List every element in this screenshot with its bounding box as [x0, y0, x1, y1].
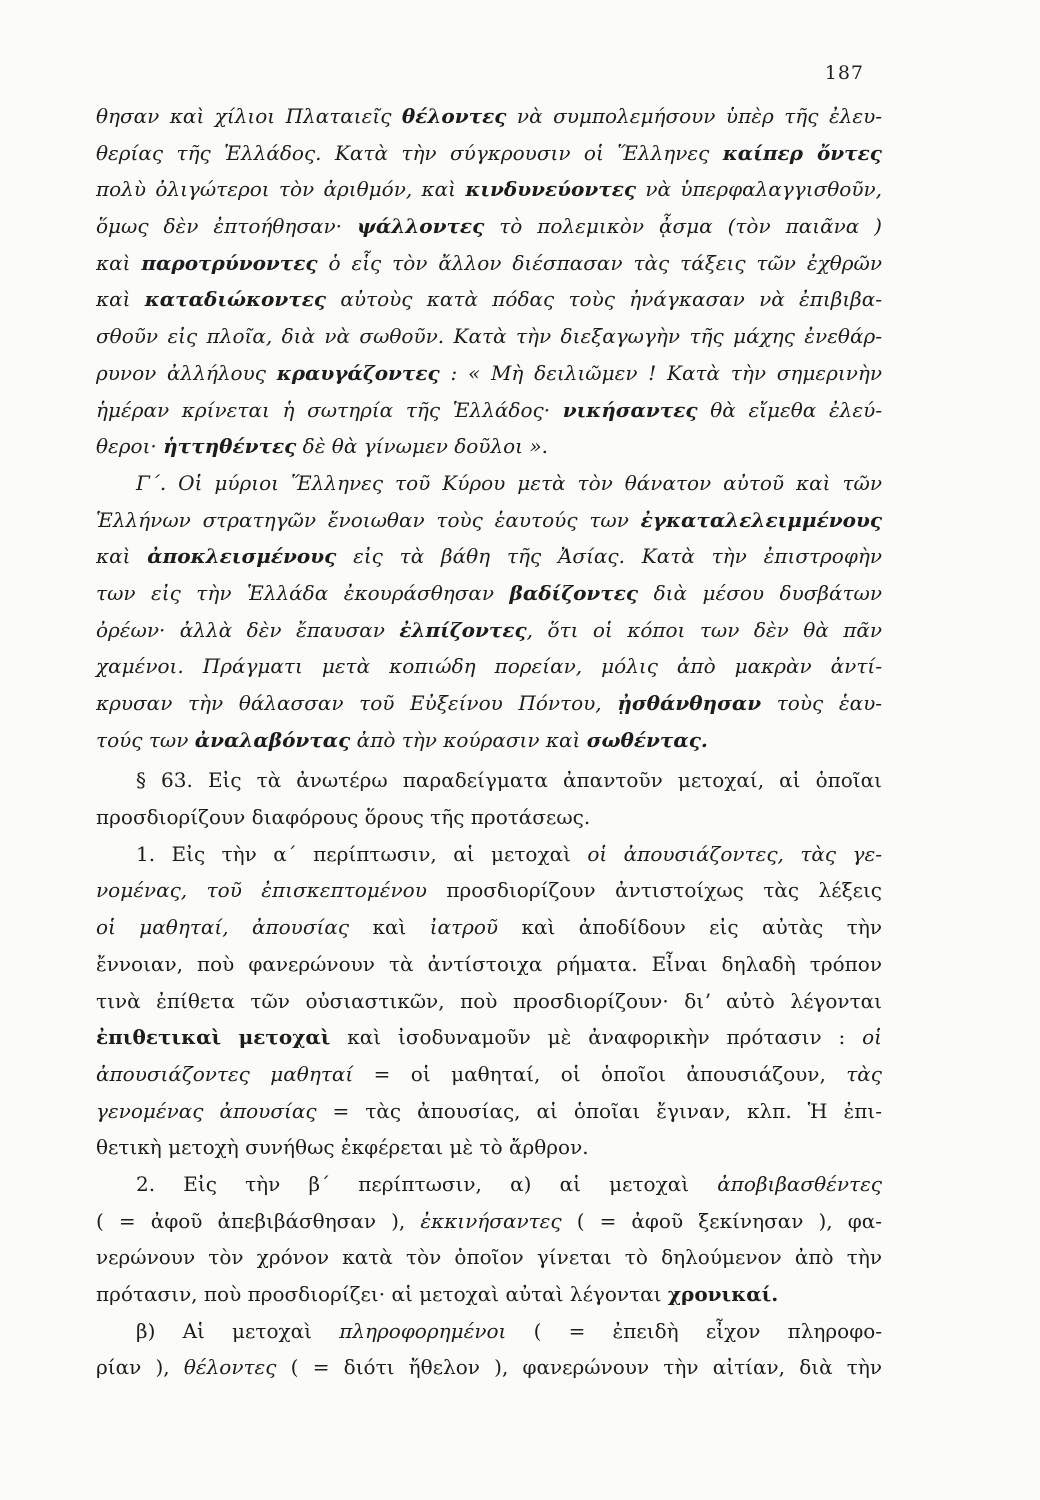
text-segment: ἐκκινήσαντες — [420, 1208, 562, 1233]
text-segment: νὰ συμπολεμήσουν ὑπὲρ τῆς ἐλευ- — [506, 104, 882, 128]
emphasized-term: νικήσαντες — [562, 397, 698, 422]
text-segment: καὶ — [349, 915, 430, 940]
text-line — [96, 98, 882, 135]
text-segment: ( = ἀφοῦ ἀπεβιβάσθησαν ), — [96, 1208, 421, 1233]
text-line — [96, 1276, 882, 1313]
text-line — [96, 392, 882, 429]
text-segment: ὀρέων· ἀλλὰ δὲν ἔπαυσαν — [96, 617, 400, 642]
text-segment: ( = ἐπειδὴ εἶχον πληροφο- — [506, 1318, 882, 1343]
text-line — [96, 1239, 882, 1276]
text-line — [96, 1203, 882, 1240]
text-segment: τοὺς ἑαυ- — [761, 691, 883, 715]
text-segment: των εἰς τὴν Ἑλλάδα ἐκουράσθησαν — [96, 580, 510, 605]
text-segment: οἱ — [862, 1025, 882, 1050]
body-text — [96, 98, 882, 1386]
text-line — [96, 612, 882, 649]
emphasized-term: χρονικαί. — [667, 1282, 779, 1306]
text-segment: Γ΄. Οἱ μύριοι Ἕλληνες τοῦ Κύρου μετὰ τὸν θάνατον αὐτοῦ καὶ τῶν — [136, 470, 882, 495]
text-segment: χαμένοι. Πράγματι μετὰ κοπιώδη πορείαν, μόλις ἀπὸ μακρὰν ἀντί- — [96, 654, 882, 679]
emphasized-term: ψάλλοντες — [356, 214, 485, 239]
text-line — [96, 1019, 882, 1056]
emphasized-term: ἀποκλεισμένους — [147, 544, 337, 569]
emphasized-term: ἐπιθετικαὶ μετοχαὶ — [96, 1025, 331, 1050]
text-segment: 2. Εἰς τὴν β΄ περίπτωσιν, α) αἱ μετοχαὶ — [136, 1171, 718, 1196]
text-segment: γενομένας ἀπουσίας — [96, 1098, 317, 1123]
text-segment: πολὺ ὀλιγώτεροι τὸν ἀριθμόν, καὶ — [96, 177, 466, 202]
text-segment: ἰατροῦ — [429, 915, 499, 940]
text-line — [96, 1129, 882, 1166]
text-segment: καὶ — [96, 250, 142, 275]
text-segment: εἰς τὰ βάθη τῆς Ἀσίας. Κατὰ τὴν ἐπιστροφὴν — [336, 544, 882, 569]
text-segment: τὰς — [846, 1061, 882, 1086]
text-segment: πληροφορημένοι — [339, 1318, 507, 1343]
text-segment: ἔννοιαν, ποὺ φανερώνουν τὰ ἀντίστοιχα ρήματα. Εἶναι δηλαδὴ τρόπον — [96, 951, 882, 976]
text-line — [96, 983, 882, 1020]
text-segment: οἱ ἀπουσιάζοντες, τὰς γε- — [587, 841, 882, 866]
text-segment: πρότασιν, ποὺ προσδιορίζει· αἱ μετοχαὶ αὐταὶ λέγονται — [96, 1282, 668, 1306]
text-segment: θέλοντες — [183, 1355, 277, 1380]
page-number: 187 — [824, 62, 864, 84]
text-segment: νὰ ὑπερφαλαγγισθοῦν, — [636, 177, 882, 202]
text-segment: 1. Εἰς τὴν α΄ περίπτωσιν, αἱ μετοχαὶ — [136, 841, 588, 866]
text-line — [96, 465, 882, 502]
text-segment: ρυνον ἀλλήλους — [96, 360, 277, 385]
text-segment: καὶ ἰσοδυναμοῦν μὲ ἀναφορικὴν πρότασιν : — [330, 1025, 863, 1050]
emphasized-term: ἐγκαταλελειμμένους — [640, 507, 882, 532]
text-segment: ἀποβιβασθέντες — [717, 1171, 882, 1196]
emphasized-term: κινδυνεύοντες — [465, 177, 637, 202]
emphasized-term: ἡττηθέντες — [163, 434, 297, 459]
emphasized-term: κραυγάζοντες — [276, 360, 440, 385]
text-segment: κρυσαν τὴν θάλασσαν τοῦ Εὐξείνου Πόντου, — [96, 691, 618, 715]
text-segment: ἀπὸ τὴν κούρασιν καὶ — [350, 727, 587, 752]
text-segment: καὶ — [96, 544, 148, 569]
text-line — [96, 1056, 882, 1093]
text-line — [96, 722, 882, 759]
text-segment: προσδιορίζουν ἀντιστοίχως τὰς λέξεις — [426, 878, 883, 903]
text-segment: ἡμέραν κρίνεται ἡ σωτηρία τῆς Ἑλλάδος· — [96, 397, 563, 422]
text-segment: : « Μὴ δειλιῶμεν ! Κατὰ τὴν σημερινὴν — [439, 360, 883, 385]
text-segment: ὁ εἷς τὸν ἄλλον διέσπασαν τὰς τάξεις τῶν ἐχθρῶν — [317, 250, 882, 275]
text-segment: β) Αἱ μετοχαὶ — [136, 1318, 340, 1343]
text-segment: δὲ θὰ γίνωμεν δοῦλοι ». — [296, 434, 548, 459]
emphasized-term: ᾐσθάνθησαν — [617, 691, 762, 715]
section-63-heading-line — [96, 762, 882, 799]
text-line — [96, 909, 882, 946]
text-segment: θερίας τῆς Ἑλλάδος. Κατὰ τὴν σύγκρουσιν οἱ Ἕλληνες — [96, 140, 723, 165]
text-line — [96, 208, 882, 245]
text-segment: ( = διότι ἤθελον ), φανερώνουν τὴν αἰτίαν, διὰ τὴν — [276, 1355, 882, 1380]
text-segment: θὰ εἴμεθα ἐλεύ- — [697, 397, 883, 422]
text-segment: θησαν καὶ χίλιοι Πλαταιεῖς — [96, 104, 402, 128]
text-line — [96, 1349, 882, 1386]
text-line — [96, 538, 882, 575]
text-segment: ἀπουσιάζοντες μαθηταί — [96, 1061, 354, 1086]
emphasized-term: παροτρύνοντες — [141, 250, 318, 275]
text-line — [96, 428, 882, 465]
emphasized-term: σωθέντας. — [586, 727, 708, 752]
text-segment: προσδιορίζουν διαφόρους ὅρους τῆς προτάσεως. — [96, 805, 591, 830]
text-line — [96, 836, 882, 873]
text-segment: θεροι· — [96, 434, 164, 459]
text-line — [96, 1313, 882, 1350]
text-segment: νομένας, τοῦ ἐπισκεπτομένου — [96, 878, 427, 903]
text-line — [96, 135, 882, 172]
text-segment: καὶ — [96, 287, 145, 312]
text-line — [96, 872, 882, 909]
text-segment: Ἑλλήνων στρατηγῶν ἔνοιωθαν τοὺς ἑαυτούς των — [96, 507, 641, 532]
text-segment: § 63. — [136, 768, 208, 793]
text-segment: διὰ μέσου δυσβάτων — [638, 580, 882, 605]
text-line — [96, 575, 882, 612]
text-segment: θετικὴ μετοχὴ συνήθως ἐκφέρεται μὲ τὸ ἄρθρον. — [96, 1135, 589, 1160]
text-segment: σθοῦν εἰς πλοῖα, διὰ νὰ σωθοῦν. Κατὰ τὴν διεξαγωγὴν τῆς μάχης ἐνεθάρ- — [96, 324, 882, 349]
text-line — [96, 1166, 882, 1203]
text-segment: τινὰ ἐπίθετα τῶν οὐσιαστικῶν, ποὺ προσδιορίζουν· διʼ αὐτὸ λέγονται — [96, 988, 882, 1013]
text-segment: ρίαν ), — [96, 1355, 184, 1380]
text-segment: ὅμως δὲν ἐπτοήθησαν· — [96, 214, 357, 239]
emphasized-term: καίπερ ὄντες — [722, 140, 882, 165]
text-line — [96, 281, 882, 318]
text-line — [96, 245, 882, 282]
text-segment: τούς των — [96, 727, 195, 752]
text-line — [96, 502, 882, 539]
text-line — [96, 318, 882, 355]
text-segment: , ὅτι οἱ κόποι των δὲν θὰ πᾶν — [526, 617, 882, 642]
text-segment: καὶ ἀποδίδουν εἰς αὐτὰς τὴν — [498, 915, 882, 940]
text-line — [96, 171, 882, 208]
text-segment: νερώνουν τὸν χρόνον κατὰ τὸν ὁποῖον γίνεται τὸ δηλούμενον ἀπὸ τὴν — [96, 1245, 882, 1270]
text-line — [96, 946, 882, 983]
text-line — [96, 799, 882, 836]
emphasized-term: καταδιώκοντες — [144, 287, 327, 312]
emphasized-term: ἐλπίζοντες — [399, 617, 527, 642]
text-segment: ( = ἀφοῦ ξεκίνησαν ), φα- — [561, 1208, 882, 1233]
text-segment: τὸ πολεμικὸν ᾆσμα (τὸν παιᾶνα ) — [484, 214, 882, 239]
text-line — [96, 1093, 882, 1130]
emphasized-term: ἀναλαβόντας — [194, 727, 351, 752]
emphasized-term: θέλοντες — [401, 104, 507, 128]
text-segment: αὐτοὺς κατὰ πόδας τοὺς ἠνάγκασαν νὰ ἐπιβιβα- — [326, 287, 882, 312]
text-line — [96, 685, 882, 722]
text-segment: οἱ μαθηταί, ἀπουσίας — [96, 915, 350, 940]
emphasized-term: βαδίζοντες — [509, 580, 639, 605]
text-segment: = οἱ μαθηταί, οἱ ὁποῖοι ἀπουσιάζουν, — [353, 1061, 847, 1086]
text-segment: = τὰς ἀπουσίας, αἱ ὁποῖαι ἔγιναν, κλπ. Ἡ ἐπι- — [316, 1098, 883, 1123]
text-line — [96, 355, 882, 392]
text-segment: Εἰς τὰ ἀνωτέρω παραδείγματα ἀπαντοῦν μετοχαί, αἱ ὁποῖαι — [207, 768, 883, 793]
text-line — [96, 648, 882, 685]
